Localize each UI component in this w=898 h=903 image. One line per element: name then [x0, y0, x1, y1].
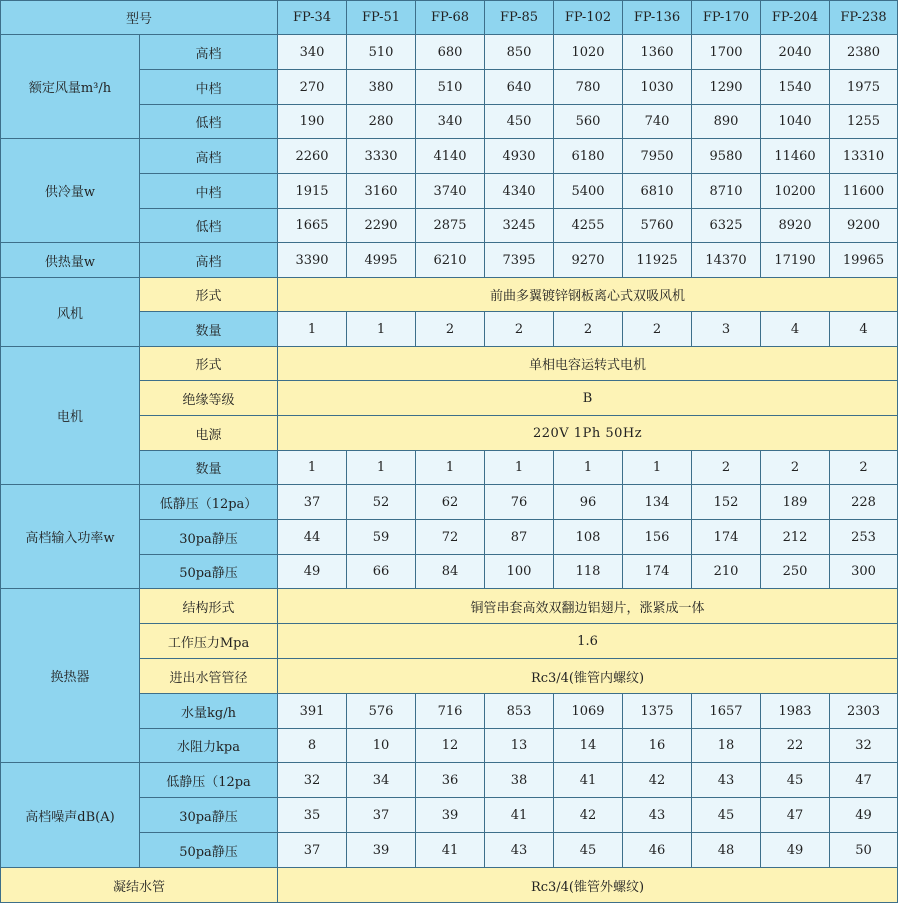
cooling-value: 5760: [623, 209, 692, 243]
cooling-value: 9200: [830, 209, 898, 243]
table-row: [1, 347, 898, 381]
noise-label: 高档噪声dB(A): [1, 763, 140, 868]
model-header: 型号: [1, 1, 278, 35]
cooling-value: 1915: [278, 174, 347, 209]
cooling-value: 3160: [347, 174, 416, 209]
airflow-value: 1255: [830, 105, 898, 139]
table-row: [1, 1, 898, 35]
cooling-value: 11600: [830, 174, 898, 209]
motor-qty-value: 1: [416, 451, 485, 485]
airflow-value: 1030: [623, 70, 692, 105]
structure-label: 结构形式: [140, 589, 278, 624]
input-power-value: 52: [347, 485, 416, 520]
heating-label: 供热量w: [1, 243, 140, 278]
cooling-value: 2260: [278, 139, 347, 174]
airflow-sub-label: 中档: [140, 70, 278, 105]
pressure-label: 工作压力Mpa: [140, 624, 278, 659]
cooling-label: 供冷量w: [1, 139, 140, 243]
airflow-value: 1290: [692, 70, 761, 105]
fan-type-label: 形式: [140, 278, 278, 312]
cooling-value: 4255: [554, 209, 623, 243]
cooling-value: 1665: [278, 209, 347, 243]
input-power-value: 189: [761, 485, 830, 520]
cooling-value: 6810: [623, 174, 692, 209]
model-column-header: FP-102: [554, 1, 623, 35]
input-power-value: 210: [692, 555, 761, 589]
airflow-value: 1975: [830, 70, 898, 105]
motor-power-value: 220V 1Ph 50Hz: [278, 416, 898, 451]
noise-sub-label: 50pa静压: [140, 833, 278, 868]
cooling-value: 4140: [416, 139, 485, 174]
cooling-value: 8920: [761, 209, 830, 243]
airflow-value: 1700: [692, 35, 761, 70]
input-power-value: 100: [485, 555, 554, 589]
motor-power-label: 电源: [140, 416, 278, 451]
airflow-value: 510: [347, 35, 416, 70]
water-flow-value: 2303: [830, 694, 898, 729]
motor-qty-value: 1: [554, 451, 623, 485]
input-power-sub-label: 50pa静压: [140, 555, 278, 589]
noise-value: 41: [416, 833, 485, 868]
airflow-value: 2380: [830, 35, 898, 70]
table-row: [1, 868, 898, 903]
water-resistance-value: 14: [554, 729, 623, 763]
airflow-value: 380: [347, 70, 416, 105]
airflow-value: 640: [485, 70, 554, 105]
heating-sub-label: 高档: [140, 243, 278, 278]
water-flow-value: 1375: [623, 694, 692, 729]
motor-qty-value: 1: [623, 451, 692, 485]
motor-type-value: 单相电容运转式电机: [278, 347, 898, 381]
input-power-value: 62: [416, 485, 485, 520]
water-resistance-value: 32: [830, 729, 898, 763]
airflow-value: 890: [692, 105, 761, 139]
noise-value: 38: [485, 763, 554, 798]
pipe-label: 进出水管管径: [140, 659, 278, 694]
fan-qty-value: 3: [692, 312, 761, 347]
airflow-value: 340: [278, 35, 347, 70]
table-row: [1, 139, 898, 174]
model-column-header: FP-68: [416, 1, 485, 35]
input-power-value: 96: [554, 485, 623, 520]
noise-value: 47: [830, 763, 898, 798]
fan-type-value: 前曲多翼镀锌钢板离心式双吸风机: [278, 278, 898, 312]
motor-qty-value: 1: [347, 451, 416, 485]
water-flow-value: 1657: [692, 694, 761, 729]
noise-value: 39: [347, 833, 416, 868]
fan-qty-value: 2: [554, 312, 623, 347]
cooling-value: 6325: [692, 209, 761, 243]
noise-value: 46: [623, 833, 692, 868]
fan-qty-value: 2: [485, 312, 554, 347]
input-power-value: 134: [623, 485, 692, 520]
cooling-sub-label: 高档: [140, 139, 278, 174]
motor-qty-label: 数量: [140, 451, 278, 485]
cooling-value: 6180: [554, 139, 623, 174]
water-resistance-value: 13: [485, 729, 554, 763]
motor-qty-value: 1: [485, 451, 554, 485]
cooling-value: 4930: [485, 139, 554, 174]
water-flow-value: 1069: [554, 694, 623, 729]
airflow-sub-label: 高档: [140, 35, 278, 70]
airflow-value: 280: [347, 105, 416, 139]
model-column-header: FP-204: [761, 1, 830, 35]
noise-value: 42: [623, 763, 692, 798]
noise-value: 42: [554, 798, 623, 833]
motor-label: 电机: [1, 347, 140, 485]
table-row: [1, 278, 898, 312]
cooling-value: 3330: [347, 139, 416, 174]
airflow-value: 680: [416, 35, 485, 70]
cooling-value: 3245: [485, 209, 554, 243]
cooling-value: 5400: [554, 174, 623, 209]
input-power-value: 37: [278, 485, 347, 520]
noise-value: 43: [485, 833, 554, 868]
noise-value: 37: [347, 798, 416, 833]
noise-value: 49: [761, 833, 830, 868]
heating-value: 3390: [278, 243, 347, 278]
input-power-value: 59: [347, 520, 416, 555]
fan-label: 风机: [1, 278, 140, 347]
water-resistance-value: 10: [347, 729, 416, 763]
table-row: [1, 589, 898, 624]
input-power-sub-label: 30pa静压: [140, 520, 278, 555]
input-power-value: 174: [623, 555, 692, 589]
fan-qty-value: 1: [278, 312, 347, 347]
input-power-value: 156: [623, 520, 692, 555]
cooling-value: 13310: [830, 139, 898, 174]
noise-value: 41: [485, 798, 554, 833]
cooling-value: 8710: [692, 174, 761, 209]
condensate-label: 凝结水管: [1, 868, 278, 903]
input-power-value: 300: [830, 555, 898, 589]
noise-value: 49: [830, 798, 898, 833]
model-column-header: FP-136: [623, 1, 692, 35]
cooling-sub-label: 中档: [140, 174, 278, 209]
input-power-value: 66: [347, 555, 416, 589]
noise-value: 36: [416, 763, 485, 798]
input-power-value: 174: [692, 520, 761, 555]
input-power-value: 76: [485, 485, 554, 520]
noise-value: 37: [278, 833, 347, 868]
input-power-value: 84: [416, 555, 485, 589]
airflow-label: 额定风量m³/h: [1, 35, 140, 139]
cooling-value: 3740: [416, 174, 485, 209]
noise-sub-label: 低静压（12pa: [140, 763, 278, 798]
fan-qty-value: 4: [830, 312, 898, 347]
airflow-value: 450: [485, 105, 554, 139]
water-flow-value: 853: [485, 694, 554, 729]
motor-qty-value: 2: [830, 451, 898, 485]
fan-qty-value: 4: [761, 312, 830, 347]
water-flow-value: 716: [416, 694, 485, 729]
airflow-value: 850: [485, 35, 554, 70]
heating-value: 19965: [830, 243, 898, 278]
noise-value: 45: [692, 798, 761, 833]
noise-sub-label: 30pa静压: [140, 798, 278, 833]
heating-value: 11925: [623, 243, 692, 278]
motor-qty-value: 2: [692, 451, 761, 485]
motor-insulation-label: 绝缘等级: [140, 381, 278, 416]
motor-qty-value: 2: [761, 451, 830, 485]
noise-value: 32: [278, 763, 347, 798]
heating-value: 9270: [554, 243, 623, 278]
airflow-value: 270: [278, 70, 347, 105]
input-power-value: 118: [554, 555, 623, 589]
input-power-value: 250: [761, 555, 830, 589]
airflow-value: 560: [554, 105, 623, 139]
noise-value: 39: [416, 798, 485, 833]
input-power-value: 253: [830, 520, 898, 555]
cooling-value: 2875: [416, 209, 485, 243]
condensate-value: Rc3/4(锥管外螺纹): [278, 868, 898, 903]
airflow-value: 740: [623, 105, 692, 139]
water-flow-label: 水量kg/h: [140, 694, 278, 729]
heating-value: 17190: [761, 243, 830, 278]
input-power-value: 152: [692, 485, 761, 520]
table-row: [1, 243, 898, 278]
noise-value: 34: [347, 763, 416, 798]
input-power-value: 228: [830, 485, 898, 520]
noise-value: 45: [761, 763, 830, 798]
heating-value: 14370: [692, 243, 761, 278]
water-flow-value: 1983: [761, 694, 830, 729]
cooling-value: 7950: [623, 139, 692, 174]
model-column-header: FP-85: [485, 1, 554, 35]
water-flow-value: 391: [278, 694, 347, 729]
water-resistance-value: 8: [278, 729, 347, 763]
airflow-value: 1540: [761, 70, 830, 105]
cooling-value: 4340: [485, 174, 554, 209]
airflow-value: 1040: [761, 105, 830, 139]
airflow-value: 510: [416, 70, 485, 105]
noise-value: 43: [623, 798, 692, 833]
model-column-header: FP-34: [278, 1, 347, 35]
model-column-header: FP-51: [347, 1, 416, 35]
noise-value: 41: [554, 763, 623, 798]
cooling-sub-label: 低档: [140, 209, 278, 243]
fan-qty-value: 1: [347, 312, 416, 347]
water-resistance-value: 12: [416, 729, 485, 763]
fan-qty-value: 2: [416, 312, 485, 347]
heat-exchanger-label: 换热器: [1, 589, 140, 763]
input-power-value: 49: [278, 555, 347, 589]
cooling-value: 11460: [761, 139, 830, 174]
noise-value: 50: [830, 833, 898, 868]
model-column-header: FP-238: [830, 1, 898, 35]
noise-value: 43: [692, 763, 761, 798]
water-resistance-label: 水阻力kpa: [140, 729, 278, 763]
fan-qty-label: 数量: [140, 312, 278, 347]
airflow-value: 190: [278, 105, 347, 139]
airflow-value: 340: [416, 105, 485, 139]
water-resistance-value: 22: [761, 729, 830, 763]
table-row: [1, 485, 898, 520]
fan-qty-value: 2: [623, 312, 692, 347]
water-resistance-value: 16: [623, 729, 692, 763]
noise-value: 48: [692, 833, 761, 868]
input-power-value: 108: [554, 520, 623, 555]
input-power-value: 87: [485, 520, 554, 555]
pressure-value: 1.6: [278, 624, 898, 659]
water-resistance-value: 18: [692, 729, 761, 763]
cooling-value: 9580: [692, 139, 761, 174]
motor-insulation-value: B: [278, 381, 898, 416]
input-power-value: 44: [278, 520, 347, 555]
input-power-value: 212: [761, 520, 830, 555]
input-power-label: 高档输入功率w: [1, 485, 140, 589]
heating-value: 7395: [485, 243, 554, 278]
structure-value: 铜管串套高效双翻边铝翅片，涨紧成一体: [278, 589, 898, 624]
input-power-value: 72: [416, 520, 485, 555]
heating-value: 6210: [416, 243, 485, 278]
input-power-sub-label: 低静压（12pa）: [140, 485, 278, 520]
table-row: [1, 35, 898, 70]
airflow-value: 1020: [554, 35, 623, 70]
water-flow-value: 576: [347, 694, 416, 729]
motor-qty-value: 1: [278, 451, 347, 485]
airflow-sub-label: 低档: [140, 105, 278, 139]
cooling-value: 2290: [347, 209, 416, 243]
airflow-value: 2040: [761, 35, 830, 70]
motor-type-label: 形式: [140, 347, 278, 381]
noise-value: 35: [278, 798, 347, 833]
noise-value: 47: [761, 798, 830, 833]
table-row: [1, 763, 898, 798]
model-column-header: FP-170: [692, 1, 761, 35]
airflow-value: 1360: [623, 35, 692, 70]
noise-value: 45: [554, 833, 623, 868]
pipe-value: Rc3/4(锥管内螺纹): [278, 659, 898, 694]
heating-value: 4995: [347, 243, 416, 278]
airflow-value: 780: [554, 70, 623, 105]
cooling-value: 10200: [761, 174, 830, 209]
